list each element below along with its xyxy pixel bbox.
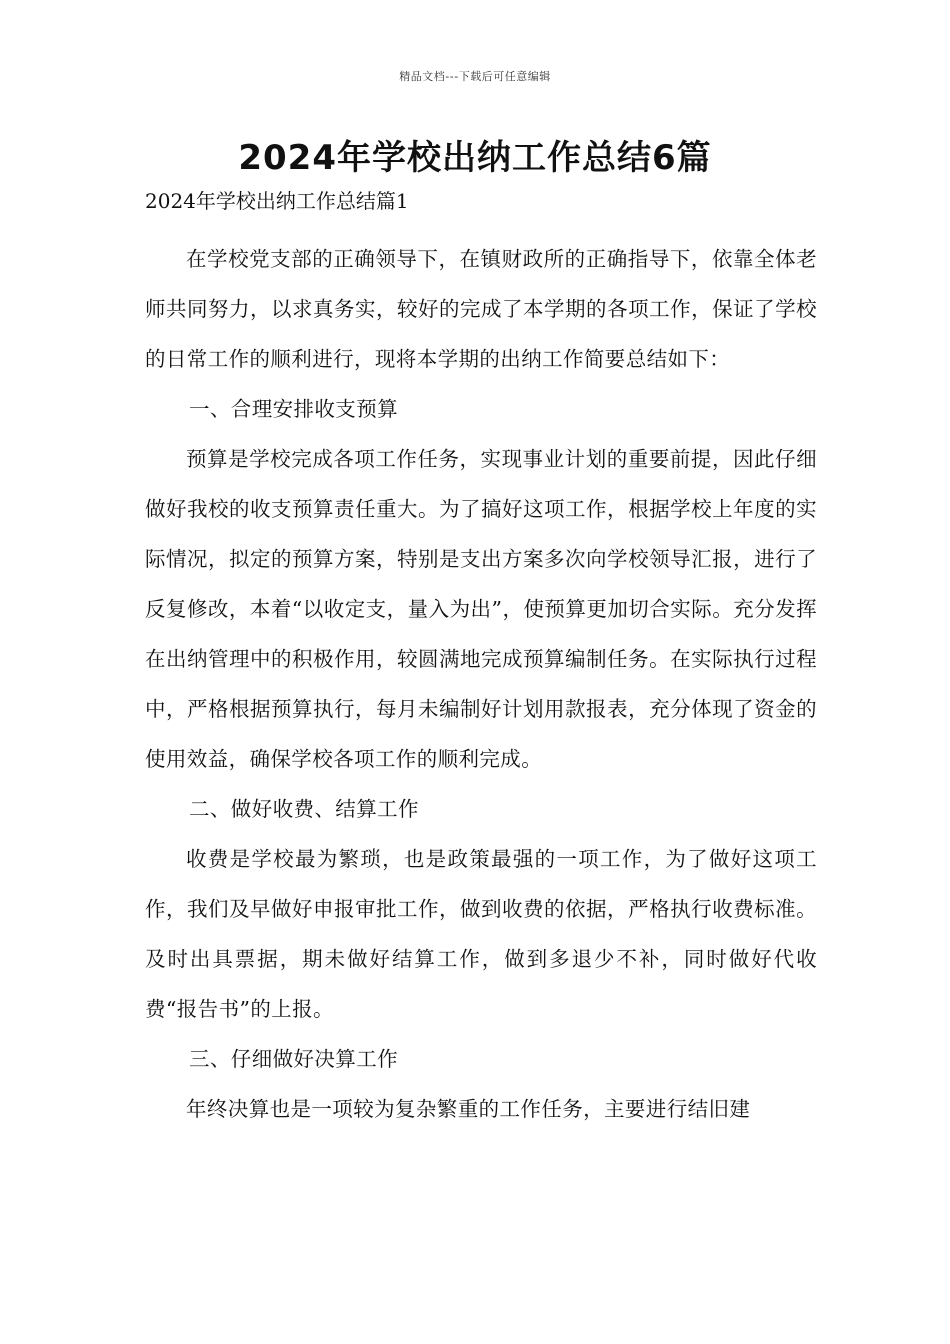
section-1-paragraph: 预算是学校完成各项工作任务，实现事业计划的重要前提，因此仔细做好我校的收支预算责任重大。为了搞好这项工作，根据学校上年度的实际情况，拟定的预算方案，特别是支出方案多次向学校领导汇报，进行了反复修改，本着“以收定支，量入为出”，使预算更加切合实际。充分发挥在出纳管理中的积极作用，较圆满地完成预算编制任务。在实际执行过程中，严格根据预算执行，每月未编制好计划用款报表，充分体现了资金的使用效益，确保学校各项工作的顺利完成。 xyxy=(145,447,817,771)
section-subtitle: 2024年学校出纳工作总结篇1 xyxy=(145,189,409,213)
section-2-paragraph: 收费是学校最为繁琐，也是政策最强的一项工作，为了做好这项工作，我们及早做好申报审批工作，做到收费的依据，严格执行收费标准。及时出具票据，期未做好结算工作，做到多退少不补，同时做好代收费“报告书”的上报。 xyxy=(145,847,817,1021)
section-heading-1: 一、合理安排收支预算 xyxy=(189,397,398,421)
intro-paragraph: 在学校党支部的正确领导下，在镇财政所的正确指导下，依靠全体老师共同努力，以求真务实，较好的完成了本学期的各项工作，保证了学校的日常工作的顺利进行，现将本学期的出纳工作简要总结如下： xyxy=(145,247,817,371)
document-body xyxy=(145,185,817,1134)
section-3-paragraph: 年终决算也是一项较为复杂繁重的工作任务，主要进行结旧建 xyxy=(186,1097,751,1121)
section-heading-3: 三、仔细做好决算工作 xyxy=(189,1047,398,1071)
header-note: 精品文档---下载后可任意编辑 xyxy=(399,70,551,83)
section-heading-2: 二、做好收费、结算工作 xyxy=(189,797,419,821)
document-title: 2024年学校出纳工作总结6篇 xyxy=(238,138,712,178)
